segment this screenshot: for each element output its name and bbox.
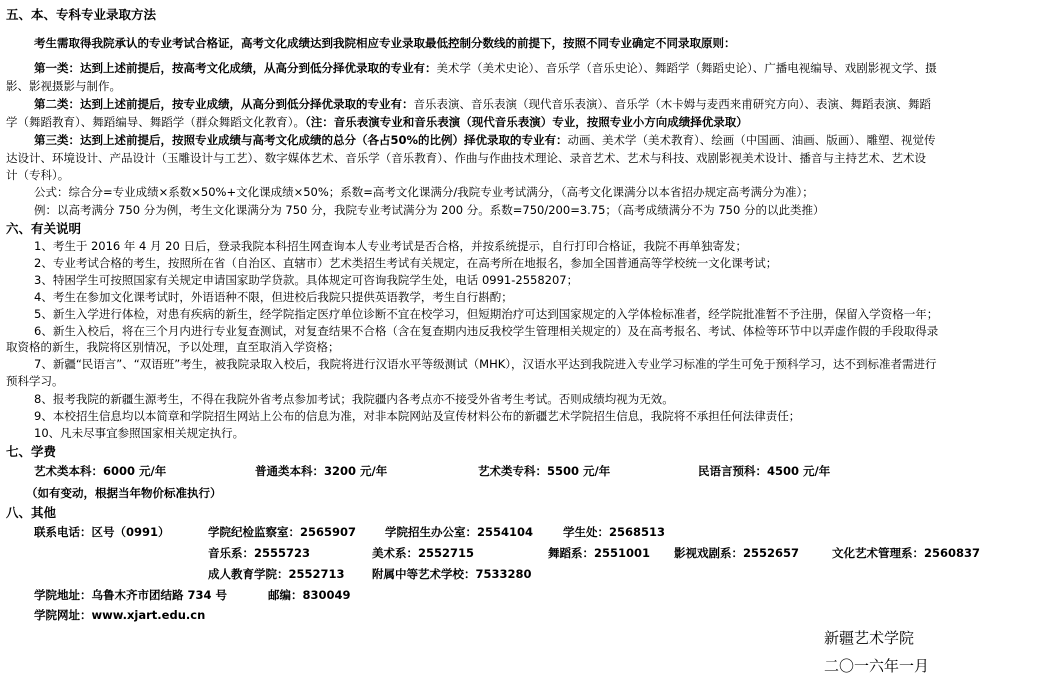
note-item-cont: 预科学习。	[6, 374, 64, 388]
phone-film-drama-dept: 影视戏剧系：2552657	[674, 546, 800, 560]
phone-fine-arts-dept: 美术系：2552715	[372, 546, 475, 560]
category-1-line-1	[34, 60, 1056, 77]
section-5-heading: 五、本、专科专业录取方法	[6, 7, 157, 22]
example-text: 例：以高考满分 750 分为例，考生文化课满分为 750 分，我院专业考试满分为 200 分。系数=750/200=3.75；（高考成绩满分不为 750 分的以此类推）	[34, 203, 825, 217]
signature-date: 二〇一六年一月	[824, 657, 930, 675]
phone-music-dept: 音乐系：2555723	[208, 546, 311, 560]
note-item: 9、本校招生信息均以本简章和学院招生网站上公布的信息为准，对非本院网站及宣传材料公布的新疆艺术学院招生信息，我院将不承担任何法律责任；	[34, 409, 801, 423]
category-3-line-3: 计（专科）。	[6, 168, 70, 182]
category-2-majors: 音乐表演、音乐表演（现代音乐表演）、音乐学（木卡姆与麦西来甫研究方向）、表演、舞蹈表演、舞蹈	[413, 97, 931, 111]
signature-organization: 新疆艺术学院	[824, 629, 915, 647]
phone-arts-management-dept: 文化艺术管理系：2560837	[832, 546, 981, 560]
fee-art-college: 艺术类专科：5500 元/年	[478, 464, 611, 478]
contact-label: 联系电话：区号（0991）	[34, 525, 170, 539]
category-2-majors-cont: 学（舞蹈教育）、舞蹈编导、舞蹈学（群众舞蹈文化教育）。	[6, 115, 305, 129]
section-7-heading: 七、学费	[6, 444, 57, 459]
category-1-line-2: 影、影视摄影与制作。	[6, 79, 121, 93]
category-2-note: （注：音乐表演专业和音乐表演（现代音乐表演）专业，按照专业小方向成绩择优录取）	[305, 115, 748, 129]
note-item: 2、专业考试合格的考生，按照所在省（自治区、直辖市）艺术类招生考试有关规定，在高考所在地报名，参加全国普通高等学校统一文化课考试；	[34, 256, 778, 270]
fee-general-undergrad: 普通类本科：3200 元/年	[255, 464, 388, 478]
note-item: 6、新生入校后，将在三个月内进行专业复查测试，对复查结果不合格（含在复查期内违反我校学生管理相关规定的）及在高考报名、考试、体检等环节中以弄虚作假的手段取得录	[34, 324, 939, 338]
note-item: 7、新疆“民语言”、“双语班”考生，被我院录取入校后，我院将进行汉语水平等级测试（MHK），汉语水平达到我院进入专业学习标准的学生可免于预科学习，达不到标准者需进行	[34, 357, 937, 371]
formula-text: 公式：综合分=专业成绩×系数×50%+文化课成绩×50%；系数=高考文化课满分/我院专业考试满分，（高考文化课满分以本省招办规定高考满分为准）；	[34, 185, 814, 199]
category-3-majors: 动画、美术学（美术教育）、绘画（中国画、油画、版画）、雕塑、视觉传	[567, 133, 936, 147]
section-8-heading: 八、其他	[6, 505, 57, 520]
phone-adult-education: 成人教育学院：2552713	[208, 567, 345, 581]
category-2-line-1	[34, 96, 1056, 113]
fee-note: （如有变动，根据当年物价标准执行）	[26, 486, 222, 500]
note-item: 8、报考我院的新疆生源考生，不得在我院外省考点参加考试；我院疆内各考点亦不接受外省考生考试。否则成绩均视为无效。	[34, 392, 674, 406]
postcode: 邮编：830049	[268, 588, 351, 602]
note-item: 10、凡未尽事宜参照国家相关规定执行。	[34, 426, 245, 440]
category-2-line-2	[6, 114, 1056, 131]
note-item: 5、新生入学进行体检，对患有疾病的新生，经学院指定医疗单位诊断不宜在校学习，但短期治疗可达到国家规定的入学体检标准者，经学院批准暂不予注册，保留入学资格一年；	[34, 307, 939, 321]
note-item: 4、考生在参加文化课考试时，外语语种不限，但进校后我院只提供英语教学，考生自行斟酌；	[34, 290, 513, 304]
phone-admissions-office: 学院招生办公室：2554104	[385, 525, 534, 539]
section-5-intro: 考生需取得我院承认的专业考试合格证，高考文化成绩达到我院相应专业录取最低控制分数线的前提下，按照不同专业确定不同录取原则：	[34, 36, 736, 50]
category-3-line-2: 达设计、环境设计、产品设计（玉雕设计与工艺）、数字媒体艺术、音乐学（音乐教育）、作曲与作曲技术理论、录音艺术、艺术与科技、戏剧影视美术设计、播音与主持艺术、艺术设	[6, 151, 926, 165]
fee-minority-prep: 民语言预科：4500 元/年	[698, 464, 831, 478]
fee-art-undergrad: 艺术类本科：6000 元/年	[34, 464, 167, 478]
phone-student-affairs: 学生处：2568513	[563, 525, 666, 539]
phone-discipline-office: 学院纪检监察室：2565907	[208, 525, 357, 539]
category-3-title: 第三类：达到上述前提后，按照专业成绩与高考文化成绩的总分（各占50%的比例）择优录取的专业有：	[34, 133, 568, 147]
note-item: 3、特困学生可按照国家有关规定申请国家助学贷款。具体规定可咨询我院学生处，电话 0991-2558207；	[34, 273, 579, 287]
category-2-title: 第二类：达到上述前提后，按专业成绩，从高分到低分择优录取的专业有：	[34, 97, 414, 111]
note-item-cont: 取资格的新生，我院将区别情况，予以处理，直至取消入学资格；	[6, 340, 340, 354]
phone-dance-dept: 舞蹈系：2551001	[548, 546, 651, 560]
college-website[interactable]: 学院网址：www.xjart.edu.cn	[34, 608, 206, 622]
category-3-line-1	[34, 132, 1056, 149]
category-1-title: 第一类：达到上述前提后，按高考文化成绩，从高分到低分择优录取的专业有：	[34, 61, 437, 75]
category-1-majors: 美术学（美术史论）、音乐学（音乐史论）、舞蹈学（舞蹈史论）、广播电视编导、戏剧影视文学、摄	[436, 61, 937, 75]
phone-affiliated-school: 附属中等艺术学校：7533280	[372, 567, 532, 581]
section-6-heading: 六、有关说明	[6, 221, 82, 236]
college-address: 学院地址：乌鲁木齐市团结路 734 号	[34, 588, 228, 602]
note-item: 1、考生于 2016 年 4 月 20 日后，登录我院本科招生网查询本人专业考试是否合格，并按系统提示，自行打印合格证，我院不再单独寄发；	[34, 239, 747, 253]
